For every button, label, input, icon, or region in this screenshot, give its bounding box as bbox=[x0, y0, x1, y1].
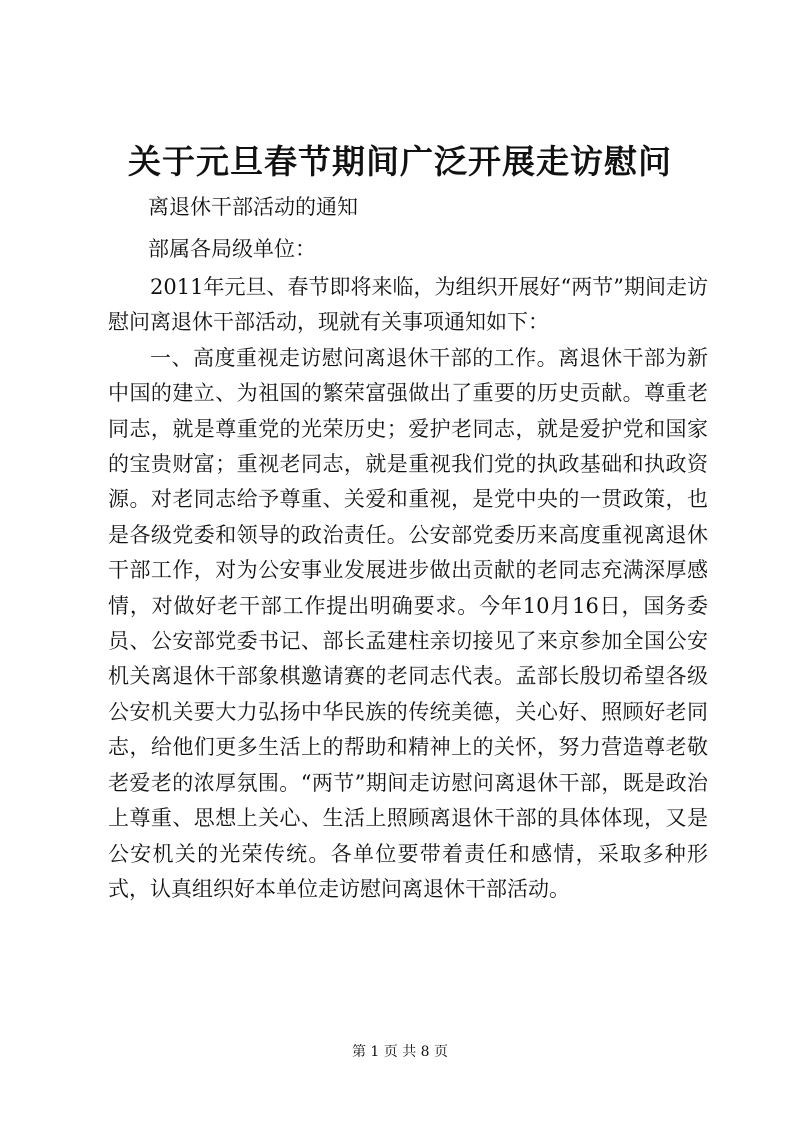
page-footer: 第 1 页 共 8 页 bbox=[351, 1044, 449, 1060]
document-body bbox=[108, 270, 708, 907]
paragraph-intro: 2011年元旦、春节即将来临，为组织开展好“两节”期间走访慰问离退休干部活动，现就有关事项通知如下： bbox=[108, 275, 708, 335]
salutation: 部属各局级单位： bbox=[148, 237, 316, 261]
document-title: 关于元旦春节期间广泛开展走访慰问 bbox=[128, 142, 672, 181]
document-subtitle: 离退休干部活动的通知 bbox=[148, 195, 358, 219]
paragraph-section-1: 一、高度重视走访慰问离退休干部的工作。离退休干部为新中国的建立、为祖国的繁荣富强做出了重要的历史贡献。尊重老同志，就是尊重党的光荣历史；爱护老同志，就是爱护党和国家的宝贵财富；重视老同志，就是重视我们党的执政基础和执政资源。对老同志给予尊重、关爱和重视，是党中央的一贯政策，也是各级党委和领导的政治责任。公安部党委历来高度重视离退休干部工作，对为公安事业发展进步做出贡献的老同志充满深厚感情，对做好老干部工作提出明确要求。今年10月16日，国务委员、公安部党委书记、部长孟建柱亲切接见了来京参加全国公安机关离退休干部象棋邀请赛的老同志代表。孟部长殷切希望各级公安机关要大力弘扬中华民族的传统美德，关心好、照顾好老同志，给他们更多生活上的帮助和精神上的关怀，努力营造尊老敬老爱老的浓厚氛围。“两节”期间走访慰问离退休干部，既是政治上尊重、思想上关心、生活上照顾离退休干部的具体体现，又是公安机关的光荣传统。各单位要带着责任和感情，采取多种形式，认真组织好本单位走访慰问离退休干部活动。 bbox=[108, 345, 708, 901]
